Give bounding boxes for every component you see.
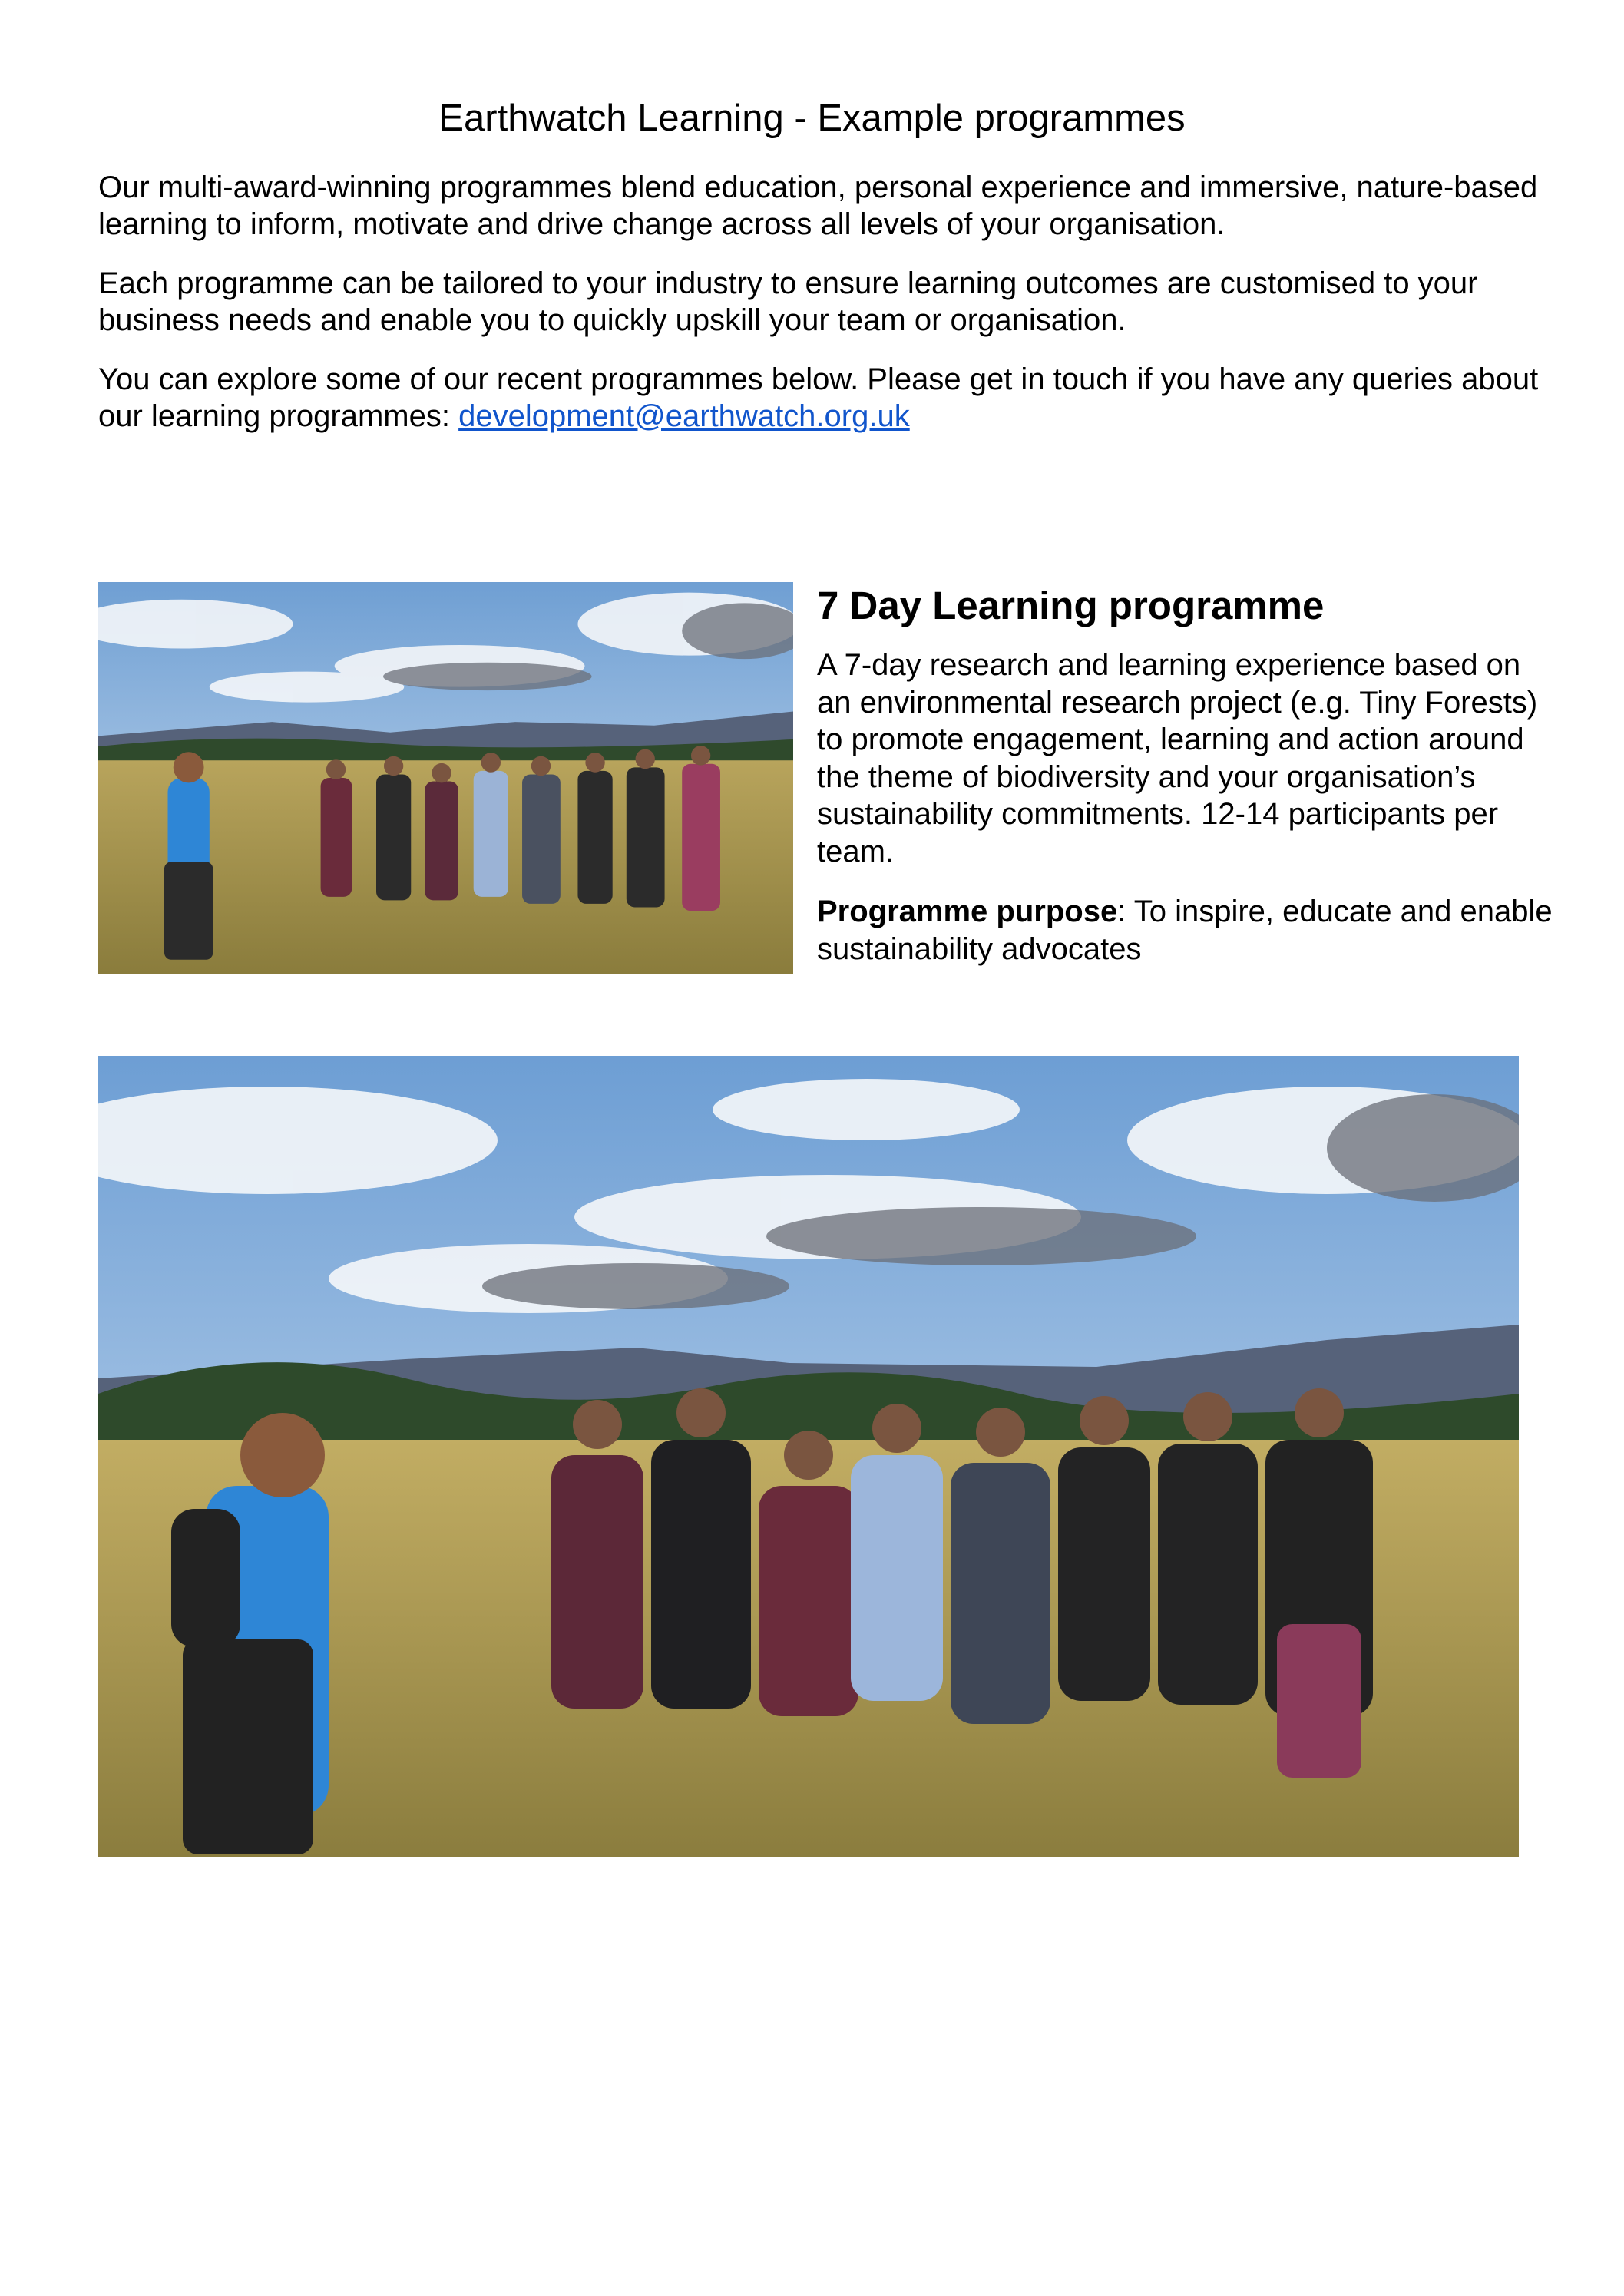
programme-section	[817, 582, 1554, 968]
intro-paragraph-2: Each programme can be tailored to your industry to ensure learning outcomes are customised to your business needs and enable you to quickly upskill your team or organisation.	[98, 266, 1478, 337]
page-title: Earthwatch Learning - Example programmes	[438, 98, 1186, 139]
intro-paragraph-3	[98, 361, 1542, 435]
programme-purpose-label: Programme purpose	[817, 895, 1118, 928]
programme-purpose-text: : To inspire, educate and enable sustainability advocates	[817, 895, 1553, 966]
intro-paragraph-1: Our multi-award-winning programmes blend education, personal experience and immersive, nature-based learning to inform, motivate and drive change across all levels of your organisation.	[98, 170, 1538, 241]
programme-purpose	[817, 893, 1554, 968]
programme-heading: 7 Day Learning programme	[817, 584, 1325, 627]
programme-description: A 7-day research and learning experience based on an environmental research project (e.g. Tiny Forests) to promote engagement, learning and action around the theme of biodiversity and your organisation’s sustainability commitments. 12-14 participants per team.	[817, 648, 1538, 868]
group-photo-large	[98, 1056, 1519, 1857]
group-photo-small	[98, 582, 793, 974]
intro-paragraph-3-text: You can explore some of our recent programmes below. Please get in touch if you have any queries about our learning programmes:	[98, 362, 1539, 433]
contact-email-link[interactable]: development@earthwatch.org.uk	[458, 399, 910, 433]
